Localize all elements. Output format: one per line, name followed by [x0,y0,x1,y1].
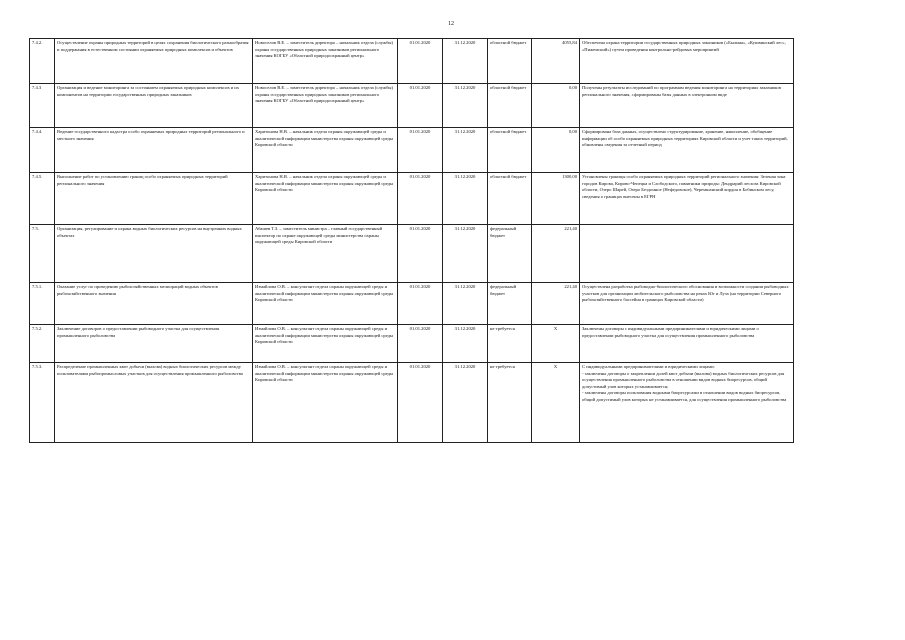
responsible-cell: Абашев Т.З. – заместитель министра – главный государственный инспектор по охране окружающей среды министерства охраны окружающей среды Кировской области [253,225,398,283]
table-row [30,363,794,443]
table-row [30,39,794,84]
activity-cell: Организация и ведение мониторинга за состоянием охраняемых природных комплексов и их компонентов на территории государственных природных заказников [55,84,253,128]
funding-source-cell: областной бюджет [488,39,532,84]
responsible-cell: Новоселов В.Е. – заместитель директора – начальник отдела (службы) охраны государственных природных заказников регионального значения КОГБУ «Областной природоохранный центр» [253,84,398,128]
row-number: 7.5.3. [30,363,55,443]
start-date-cell: 01.01.2020 [398,39,443,84]
amount-cell: Х [532,363,580,443]
start-date-cell: 01.01.2020 [398,283,443,325]
funding-source-cell: не требуется [488,363,532,443]
activity-cell: Ведение государственного кадастра особо охраняемых природных территорий регионального и местного значения [55,128,253,173]
result-cell [580,225,794,283]
row-number: 7.4.4. [30,128,55,173]
result-cell [580,173,794,225]
amount-cell: 1300,00 [532,173,580,225]
start-date-cell: 01.01.2020 [398,128,443,173]
responsible-cell: Измайлова О.В. – консультант отдела охраны окружающей среды и аналитической информации министерства охраны окружающей среды Кировской области [253,283,398,325]
table-row [30,283,794,325]
funding-source-cell: федеральный бюджет [488,283,532,325]
responsible-cell: Харитонова Н.В. – начальник отдела охраны окружающей среды и аналитической информации министерства охраны окружающей среды Кировской области [253,128,398,173]
row-number: 7.5. [30,225,55,283]
amount-cell: 0,00 [532,128,580,173]
row-number: 7.5.2. [30,325,55,363]
start-date-cell: 01.01.2020 [398,363,443,443]
end-date-cell: 31.12.2020 [443,128,488,173]
result-cell [580,128,794,173]
amount-cell: 221,40 [532,225,580,283]
activity-cell: Осуществление охраны природных территорий в целях сохранения биологического разнообразия и поддержания в естественном состоянии охраняемых природных комплексов и объектов [55,39,253,84]
result-line: Обеспечена охрана территории государственных природных заказников («Былина», «Кушвинский лес», «Пижемский») путем проведения контрольно-рейдовых мероприятий [582,40,786,52]
funding-source-cell: областной бюджет [488,84,532,128]
responsible-cell: Новоселов В.Е. – заместитель директора – начальник отдела (службы) охраны государственных природных заказников регионального значения КОГБУ «Областной природоохранный центр» [253,39,398,84]
result-cell [580,363,794,443]
row-number: 7.4.3 [30,84,55,128]
row-number: 7.5.1. [30,283,55,325]
result-cell [580,325,794,363]
activity-cell: Организация, регулирование и охрана водных биологических ресурсов на внутренних водных объектах [55,225,253,283]
activity-cell: Оказание услуг по проведению рыбохозяйственных мелиораций водных объектов рыбохозяйственного значения [55,283,253,325]
funding-source-cell: не требуется [488,325,532,363]
plan-table [29,38,794,443]
start-date-cell: 01.01.2020 [398,325,443,363]
activity-cell: Выполнение работ по установлению границ особо охраняемых природных территорий регионального значения [55,173,253,225]
funding-source-cell: областной бюджет [488,128,532,173]
amount-cell: 221,40 [532,283,580,325]
result-cell [580,84,794,128]
responsible-cell: Измайлова О.В. – консультант отдела охраны окружающей среды и аналитической информации министерства охраны окружающей среды Кировской области [253,325,398,363]
row-number: 7.4.2. [30,39,55,84]
activity-cell: Заключение договоров о предоставлении рыбоводного участка для осуществления промышленного рыболовства [55,325,253,363]
end-date-cell: 31.12.2020 [443,84,488,128]
result-line: С индивидуальными предпринимателями и юридическими лицами: [582,364,715,369]
end-date-cell: 31.12.2020 [443,173,488,225]
end-date-cell: 31.12.2020 [443,283,488,325]
table-row [30,325,794,363]
table-row [30,84,794,128]
table-row [30,173,794,225]
result-line: - заключены договоры о закреплении долей квот добычи (вылова) водных биологических ресурсов для осуществления промышленного рыболовства в отношении видов водных биоресурсов, общий допустимый улов которых устанавливается; [582,370,785,389]
amount-cell: 0,00 [532,84,580,128]
result-line: Получены результаты исследований по программам ведения мониторинга на территориях заказников регионального значения, сформированы базы данных в электронном виде [582,85,781,97]
end-date-cell: 31.12.2020 [443,225,488,283]
result-line: Установлены границы особо охраняемых природных территорий регионального значения: Зеленая зона городов Кирова, Кирово-Чепецка и Слободского, памятники природы: Дендрарий лесхоза Кировской области, Озеро Шарей, Озеро Бездонное (Нефедовское), Черемшанский кордон в Бобинском лесу, сведения о границах внесены в ЕГРН [582,174,786,199]
start-date-cell: 01.01.2020 [398,225,443,283]
result-cell [580,283,794,325]
amount-cell: Х [532,325,580,363]
result-line: - заключены договоры пользования водными биоресурсами в отношении видов водных биоресурсов, общий допустимый улов которых не устанавливается, для осуществления промышленного рыболовства [582,390,787,402]
start-date-cell: 01.01.2020 [398,173,443,225]
funding-source-cell: областной бюджет [488,173,532,225]
activity-cell: Распределение промышленных квот добычи (вылова) водных биологических ресурсов между пользователями рыбопромысловых участков для осуществления промышленного рыболовства [55,363,253,443]
table-row [30,225,794,283]
end-date-cell: 31.12.2020 [443,363,488,443]
end-date-cell: 31.12.2020 [443,39,488,84]
responsible-cell: Харитонова Н.В. – начальник отдела охраны окружающей среды и аналитической информации министерства охраны окружающей среды Кировской области [253,173,398,225]
result-line: Сформирована база данных, осуществлено структурирование, хранение, накопление, обобщение информации об особо охраняемых природных территориях Кировской области и учет таких территорий, обновлены сведения за отчетный период [582,129,788,148]
end-date-cell: 31.12.2020 [443,325,488,363]
table-row [30,128,794,173]
amount-cell: 4055,84 [532,39,580,84]
result-cell [580,39,794,84]
row-number: 7.4.5. [30,173,55,225]
responsible-cell: Измайлова О.В. – консультант отдела охраны окружающей среды и аналитической информации министерства охраны окружающей среды Кировской области [253,363,398,443]
result-line: Заключены договоры с индивидуальными предпринимателями и юридическими лицами о предоставлении рыбоводного участка для осуществления промышленного рыболовства [582,326,759,338]
result-line: Осуществлена разработка рыбоводно-биологического обоснования и возможности создания рыбоводных участков для организации любительского рыболовства на реках Юг и Луза (на территории Северного рыбохозяйственного бассейна в границах Кировской области) [582,284,789,303]
funding-source-cell: федеральный бюджет [488,225,532,283]
start-date-cell: 01.01.2020 [398,84,443,128]
page-number: 12 [448,21,454,27]
